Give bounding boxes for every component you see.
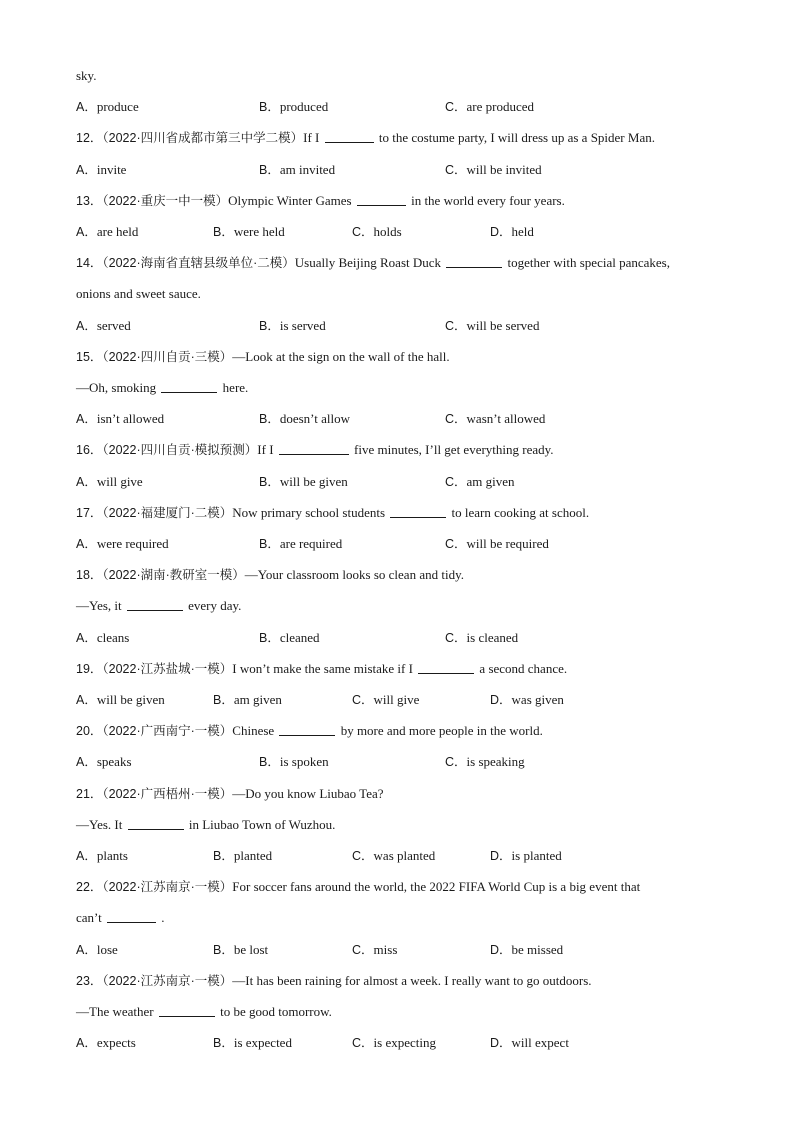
option-c[interactable]	[445, 410, 545, 428]
option-b[interactable]	[259, 410, 350, 428]
question-stem	[76, 722, 734, 740]
option-d[interactable]	[490, 1034, 569, 1052]
option-d[interactable]	[490, 941, 563, 959]
option-letter: B．	[259, 319, 280, 333]
option-letter: B．	[259, 631, 280, 645]
option-text: will be served	[466, 318, 540, 333]
option-text: is expected	[233, 1035, 292, 1050]
stem-text: five minutes, I’ll get everything ready.	[354, 442, 554, 457]
stem-text: to the costume party, I will dress up as a Spider Man.	[378, 130, 655, 145]
dialog-line	[76, 379, 734, 397]
stem-text: to learn cooking at school.	[451, 505, 590, 520]
dialog-text: to be good tomorrow.	[220, 1004, 332, 1019]
option-text: were required	[96, 536, 169, 551]
option-letter: B．	[259, 475, 280, 489]
option-text: held	[511, 224, 534, 239]
option-letter: A．	[76, 693, 97, 707]
option-c[interactable]	[445, 98, 534, 116]
option-letter: A．	[76, 475, 97, 489]
option-letter: A．	[76, 319, 97, 333]
stem-text: together with special pancakes,	[507, 255, 670, 270]
options-row	[76, 753, 734, 771]
option-text: plants	[96, 848, 128, 863]
answer-blank	[418, 660, 474, 674]
question-source: （2022·江苏盐城·一模）	[102, 662, 233, 676]
option-text: invite	[96, 162, 127, 177]
stem-text: Chinese	[232, 723, 275, 738]
dialog-text: every day.	[188, 598, 242, 613]
question-stem	[76, 878, 734, 896]
option-a[interactable]	[76, 753, 132, 771]
dialog-text: can’t	[76, 910, 102, 925]
options-row	[76, 98, 734, 116]
option-c[interactable]	[445, 473, 515, 491]
option-text: will be required	[466, 536, 549, 551]
stem-text: Usually Beijing Roast Duck	[294, 255, 442, 270]
options-row	[76, 473, 734, 491]
answer-blank	[446, 254, 502, 268]
option-letter: B．	[213, 943, 234, 957]
question-source: （2022·江苏南京·一模）	[102, 974, 233, 988]
answer-blank	[107, 909, 156, 923]
dialog-line	[76, 909, 734, 927]
option-a[interactable]	[76, 473, 143, 491]
question-source: （2022·广西南宁·一模）	[102, 724, 233, 738]
question-stem	[76, 192, 734, 210]
option-text: is cleaned	[466, 630, 519, 645]
option-c[interactable]	[445, 753, 525, 771]
option-text: be lost	[233, 942, 269, 957]
option-b[interactable]	[259, 753, 329, 771]
answer-blank	[159, 1003, 215, 1017]
options-row	[76, 410, 734, 428]
question-stem	[76, 660, 734, 678]
question-source: （2022·四川自贡·模拟预测）	[102, 443, 258, 457]
option-letter: C．	[445, 475, 467, 489]
question-number: 19．	[76, 662, 103, 676]
dialog-line	[76, 1003, 734, 1021]
option-text: is expecting	[373, 1035, 436, 1050]
option-letter: C．	[445, 319, 467, 333]
option-text: planted	[233, 848, 273, 863]
option-c[interactable]	[352, 847, 435, 865]
option-letter: C．	[445, 631, 467, 645]
option-text: speaks	[96, 754, 132, 769]
option-letter: C．	[352, 849, 374, 863]
option-text: lose	[96, 942, 118, 957]
stem-text: onions and sweet sauce.	[76, 286, 201, 301]
question-number: 22．	[76, 880, 103, 894]
option-b[interactable]	[259, 535, 342, 553]
question-source: （2022·江苏南京·一模）	[102, 880, 233, 894]
option-letter: D．	[490, 849, 512, 863]
stem-text: For soccer fans around the world, the 2022 FIFA World Cup is a big event that	[232, 879, 641, 894]
options-row	[76, 941, 734, 959]
question-stem	[76, 254, 734, 272]
option-letter: A．	[76, 225, 97, 239]
answer-blank	[128, 816, 184, 830]
options-row	[76, 223, 734, 241]
option-c[interactable]	[445, 629, 518, 647]
option-letter: A．	[76, 100, 97, 114]
option-text: is spoken	[279, 754, 329, 769]
option-b[interactable]	[259, 317, 326, 335]
option-a[interactable]	[76, 161, 126, 179]
option-c[interactable]	[352, 691, 419, 709]
option-a[interactable]	[76, 691, 165, 709]
question-stem	[76, 348, 734, 366]
option-letter: D．	[490, 943, 512, 957]
question-number: 17．	[76, 506, 103, 520]
option-text: served	[96, 318, 131, 333]
dialog-text: —Yes. It	[76, 817, 123, 832]
option-letter: B．	[213, 693, 234, 707]
answer-blank	[279, 441, 349, 455]
option-text: am invited	[279, 162, 336, 177]
stem-text: I won’t make the same mistake if I	[232, 661, 413, 676]
question-number: 20．	[76, 724, 103, 738]
stem-text: —Your classroom looks so clean and tidy.	[244, 567, 464, 582]
answer-blank	[325, 129, 374, 143]
question-source: （2022·四川省成都市第三中学二模）	[102, 131, 304, 145]
option-a[interactable]	[76, 847, 128, 865]
option-letter: C．	[445, 163, 467, 177]
option-letter: C．	[445, 755, 467, 769]
question-number: 13．	[76, 194, 103, 208]
dialog-text: in Liubao Town of Wuzhou.	[188, 817, 336, 832]
answer-blank	[127, 597, 183, 611]
option-letter: B．	[213, 1036, 234, 1050]
option-text: will be invited	[466, 162, 542, 177]
option-text: are required	[279, 536, 343, 551]
options-row	[76, 1034, 734, 1052]
option-c[interactable]	[445, 535, 549, 553]
option-b[interactable]	[259, 161, 335, 179]
option-letter: C．	[352, 225, 374, 239]
option-text: will give	[96, 474, 143, 489]
options-row	[76, 317, 734, 335]
option-text: cleaned	[279, 630, 320, 645]
option-b[interactable]	[213, 223, 285, 241]
dialog-line	[76, 816, 734, 834]
question-source: （2022·重庆一中一模）	[102, 194, 229, 208]
question-source: （2022·海南省直辖县级单位·二模）	[102, 256, 295, 270]
option-b[interactable]	[259, 98, 328, 116]
option-text: isn’t allowed	[96, 411, 165, 426]
option-text: was planted	[373, 848, 436, 863]
option-text: produced	[279, 99, 329, 114]
dialog-text: —Oh, smoking	[76, 380, 157, 395]
option-text: were held	[233, 224, 285, 239]
option-a[interactable]	[76, 1034, 136, 1052]
option-a[interactable]	[76, 629, 129, 647]
option-text: be missed	[511, 942, 564, 957]
option-c[interactable]	[445, 161, 542, 179]
option-text: will be given	[96, 692, 165, 707]
dialog-line	[76, 597, 734, 615]
question-stem	[76, 129, 734, 147]
stem-text: —Do you know Liubao Tea?	[232, 786, 384, 801]
question-number: 14．	[76, 256, 103, 270]
option-letter: B．	[259, 755, 280, 769]
option-letter: B．	[213, 849, 234, 863]
options-row	[76, 535, 734, 553]
question-source: （2022·湖南·教研室一模）	[102, 568, 245, 582]
stem-text: Olympic Winter Games	[228, 193, 352, 208]
option-text: am given	[233, 692, 282, 707]
stem-text: in the world every four years.	[411, 193, 565, 208]
option-text: is planted	[511, 848, 562, 863]
option-letter: A．	[76, 163, 97, 177]
question-stem	[76, 566, 734, 584]
option-text: will expect	[511, 1035, 569, 1050]
option-letter: A．	[76, 755, 97, 769]
option-text: was given	[511, 692, 564, 707]
option-a[interactable]	[76, 223, 138, 241]
option-text: wasn’t allowed	[466, 411, 546, 426]
option-letter: C．	[445, 537, 467, 551]
option-c[interactable]	[352, 1034, 436, 1052]
question-number: 15．	[76, 350, 103, 364]
dialog-text: —The weather	[76, 1004, 154, 1019]
answer-blank	[390, 504, 446, 518]
option-text: will be given	[279, 474, 348, 489]
option-text: produce	[96, 99, 139, 114]
option-text: am given	[466, 474, 515, 489]
question-source: （2022·福建厦门·二模）	[102, 506, 233, 520]
option-a[interactable]	[76, 98, 139, 116]
option-b[interactable]	[213, 941, 268, 959]
option-b[interactable]	[213, 847, 272, 865]
option-text: is speaking	[466, 754, 525, 769]
option-letter: B．	[259, 100, 280, 114]
options-row	[76, 691, 734, 709]
stem-text: —It has been raining for almost a week. I really want to go outdoors.	[232, 973, 592, 988]
option-d[interactable]	[490, 223, 534, 241]
question-stem	[76, 504, 734, 522]
question-number: 18．	[76, 568, 103, 582]
option-letter: C．	[352, 943, 374, 957]
option-letter: A．	[76, 1036, 97, 1050]
option-b[interactable]	[213, 691, 282, 709]
option-text: cleans	[96, 630, 130, 645]
option-letter: C．	[352, 1036, 374, 1050]
question-fragment	[76, 67, 734, 85]
stem-text: If I	[303, 130, 320, 145]
option-b[interactable]	[259, 629, 320, 647]
option-a[interactable]	[76, 535, 169, 553]
question-source: （2022·四川自贡·三模）	[102, 350, 233, 364]
question-number: 23．	[76, 974, 103, 988]
option-text: expects	[96, 1035, 136, 1050]
option-letter: D．	[490, 1036, 512, 1050]
answer-blank	[357, 192, 406, 206]
option-letter: D．	[490, 225, 512, 239]
option-letter: B．	[213, 225, 234, 239]
fragment-text: sky.	[76, 68, 97, 83]
dialog-text: here.	[222, 380, 249, 395]
option-letter: A．	[76, 849, 97, 863]
option-text: are held	[96, 224, 139, 239]
dialog-text: .	[161, 910, 165, 925]
option-letter: C．	[352, 693, 374, 707]
option-text: miss	[373, 942, 398, 957]
stem-text: Now primary school students	[232, 505, 386, 520]
option-letter: C．	[445, 100, 467, 114]
options-row	[76, 847, 734, 865]
option-a[interactable]	[76, 410, 164, 428]
option-letter: B．	[259, 163, 280, 177]
option-text: are produced	[466, 99, 535, 114]
option-d[interactable]	[490, 847, 562, 865]
question-stem	[76, 972, 734, 990]
question-number: 21．	[76, 787, 103, 801]
option-text: doesn’t allow	[279, 411, 351, 426]
option-a[interactable]	[76, 941, 118, 959]
option-letter: A．	[76, 943, 97, 957]
stem-text: a second chance.	[479, 661, 568, 676]
option-letter: D．	[490, 693, 512, 707]
option-letter: A．	[76, 631, 97, 645]
option-letter: A．	[76, 412, 97, 426]
options-row	[76, 629, 734, 647]
option-text: is served	[279, 318, 326, 333]
question-source: （2022·广西梧州·一模）	[102, 787, 233, 801]
option-c[interactable]	[445, 317, 539, 335]
option-a[interactable]	[76, 317, 131, 335]
option-letter: A．	[76, 537, 97, 551]
option-letter: B．	[259, 412, 280, 426]
question-number: 16．	[76, 443, 103, 457]
option-c[interactable]	[352, 941, 397, 959]
question-stem	[76, 785, 734, 803]
question-stem	[76, 441, 734, 459]
option-c[interactable]	[352, 223, 402, 241]
option-text: holds	[373, 224, 402, 239]
stem-text: by more and more people in the world.	[340, 723, 543, 738]
option-letter: B．	[259, 537, 280, 551]
option-letter: C．	[445, 412, 467, 426]
option-b[interactable]	[259, 473, 348, 491]
question-continuation	[76, 285, 734, 303]
stem-text: If I	[257, 442, 274, 457]
answer-blank	[161, 379, 217, 393]
option-d[interactable]	[490, 691, 564, 709]
option-text: will give	[373, 692, 420, 707]
question-number: 12．	[76, 131, 103, 145]
stem-text: —Look at the sign on the wall of the hall.	[232, 349, 450, 364]
option-b[interactable]	[213, 1034, 292, 1052]
options-row	[76, 161, 734, 179]
answer-blank	[279, 722, 335, 736]
dialog-text: —Yes, it	[76, 598, 122, 613]
